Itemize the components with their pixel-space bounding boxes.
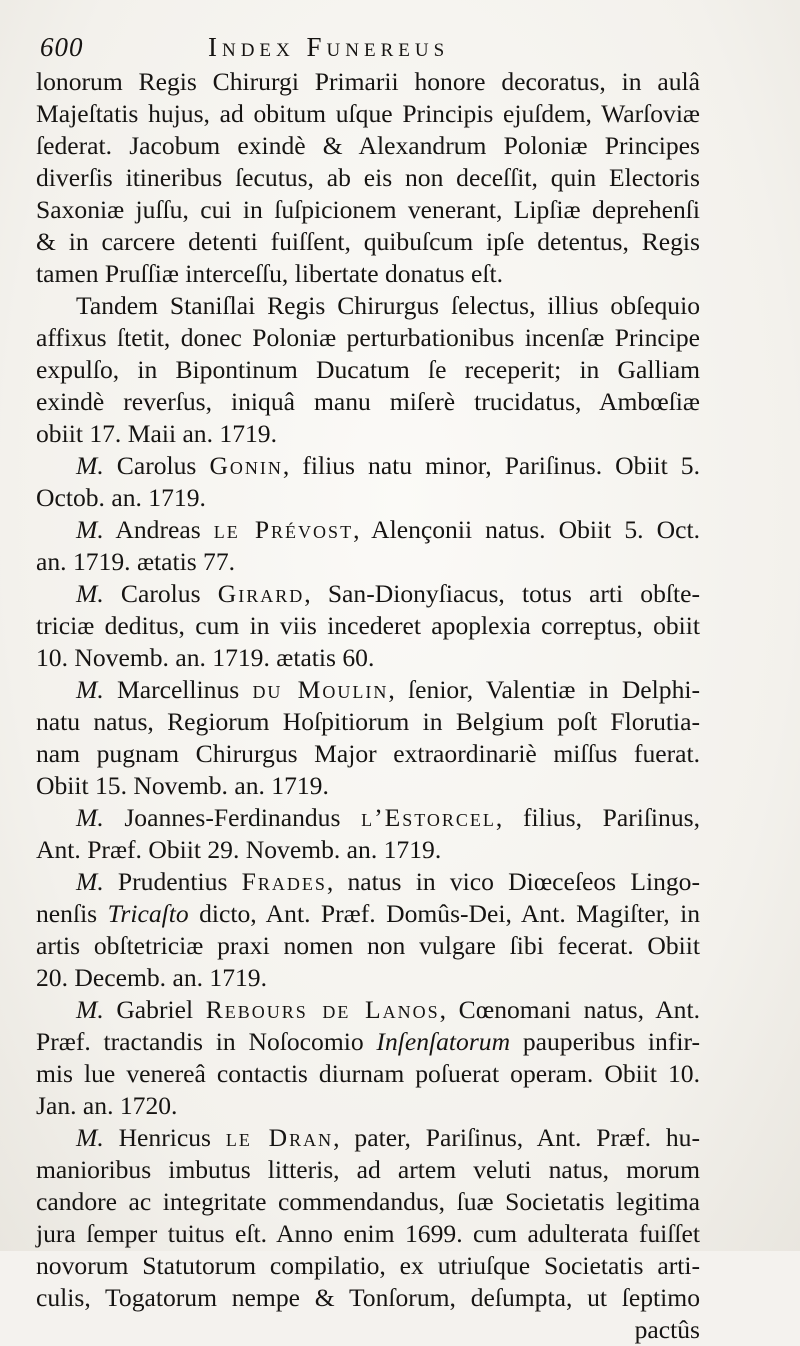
line-11-segment-1: exindè reverſus, iniquâ manu miſerè trucidatus, Ambœſiæ (36, 387, 700, 416)
line-18-segment-1: triciæ deditus, cum in viis incederet apoplexia correptus, obiit (36, 611, 700, 640)
line-13-segment-4: , filius natu minor, Pariſinus. Obiit 5. (282, 451, 700, 480)
line-2 (36, 98, 700, 130)
line-5 (36, 194, 700, 226)
line-24-segment-1: M. (76, 803, 104, 832)
line-4 (36, 162, 700, 194)
line-16-segment-1: an. 1719. ætatis 77. (36, 547, 236, 576)
line-30-segment-1: M. (76, 995, 104, 1024)
line-32 (36, 1058, 700, 1090)
line-31 (36, 1026, 700, 1058)
line-36-segment-1: candore ac integritate commendandus, ſuæ Societatis legitima (36, 1187, 700, 1216)
line-17 (36, 578, 700, 610)
line-6 (36, 226, 700, 258)
line-13-segment-1: M. (76, 451, 104, 480)
line-26-segment-2: Prudentius (103, 867, 242, 896)
line-12 (36, 418, 700, 450)
line-26-segment-1: M. (76, 867, 104, 896)
line-13-segment-2: Carolus (103, 451, 210, 480)
line-31-segment-1: Præf. tractandis in Noſocomio (36, 1027, 377, 1056)
line-3-segment-1: ſederat. Jacobum exindè & Alexandrum Poloniæ Principes (36, 131, 700, 160)
line-17-segment-3: Girard (217, 579, 305, 608)
line-26-segment-3: Frades (241, 867, 327, 896)
line-37 (36, 1218, 700, 1250)
line-29-segment-1: 20. Decemb. an. 1719. (36, 963, 267, 992)
line-40-segment-1: pactûs (634, 1315, 700, 1344)
line-28-segment-1: artis obſtetriciæ praxi nomen non vulgare ſibi fecerat. Obiit (36, 931, 700, 960)
line-1 (36, 66, 700, 98)
line-13 (36, 450, 700, 482)
running-head: Index Funereus (208, 32, 450, 62)
line-9-segment-1: affixus ſtetit, donec Poloniæ perturbationibus incenſæ Principe (36, 323, 700, 352)
line-24-segment-3: l’Estorcel (361, 803, 496, 832)
line-1-segment-1: lonorum Regis Chirurgi Primarii honore decoratus, in aulâ (36, 67, 700, 96)
line-7 (36, 258, 700, 290)
line-26 (36, 866, 700, 898)
line-14 (36, 482, 700, 514)
line-25 (36, 834, 700, 866)
line-16 (36, 546, 700, 578)
line-37-segment-1: jura ſemper tuitus eſt. Anno enim 1699. cum adulterata fuiſſet (36, 1219, 700, 1248)
line-25-segment-1: Ant. Præf. Obiit 29. Novemb. an. 1719. (36, 835, 442, 864)
line-20-segment-3: du Moulin (252, 675, 389, 704)
line-30-segment-3: Rebours de Lanos (205, 995, 440, 1024)
line-20 (36, 674, 700, 706)
line-21-segment-1: natu natus, Regiorum Hoſpitiorum in Belgium poſt Florutia- (36, 707, 700, 736)
line-28 (36, 930, 700, 962)
line-26-segment-4: , natus in vico Diœceſeos Lingo- (326, 867, 700, 896)
line-20-segment-2: Marcellinus (103, 675, 253, 704)
line-39 (36, 1282, 700, 1314)
line-34-segment-1: M. (76, 1123, 104, 1152)
line-10-segment-1: expulſo, in Bipontinum Ducatum ſe receperit; in Galliam (36, 355, 700, 384)
line-15-segment-1: M. (76, 515, 104, 544)
line-9 (36, 322, 700, 354)
line-19 (36, 642, 700, 674)
line-30-segment-2: Gabriel (103, 995, 206, 1024)
line-39-segment-1: culis, Togatorum nempe & Tonſorum, deſumpta, ut ſeptimo (36, 1283, 700, 1312)
line-36 (36, 1186, 700, 1218)
page-number: 600 (40, 32, 84, 62)
line-13-segment-3: Gonin (209, 451, 283, 480)
line-35 (36, 1154, 700, 1186)
line-40 (36, 1314, 700, 1346)
line-12-segment-1: obiit 17. Maii an. 1719. (36, 419, 277, 448)
line-34 (36, 1122, 700, 1154)
line-10 (36, 354, 700, 386)
line-38 (36, 1250, 700, 1282)
line-38-segment-1: novorum Statutorum compilatio, ex utriuſque Societatis arti- (36, 1251, 700, 1280)
line-17-segment-2: Carolus (103, 579, 218, 608)
line-33 (36, 1090, 700, 1122)
line-15-segment-3: le Prévost (213, 515, 354, 544)
line-24 (36, 802, 700, 834)
body-text (36, 66, 700, 1346)
line-15 (36, 514, 700, 546)
line-11 (36, 386, 700, 418)
line-5-segment-1: Saxoniæ juſſu, cui in ſuſpicionem venerant, Lipſiæ deprehenſi (36, 195, 700, 224)
line-30 (36, 994, 700, 1026)
line-31-segment-3: pauperibus infir- (510, 1027, 701, 1056)
line-17-segment-4: , San-Dionyſiacus, totus arti obſte- (304, 579, 700, 608)
line-31-segment-2: Inſenſatorum (376, 1027, 511, 1056)
line-34-segment-4: , pater, Pariſinus, Ant. Præf. hu- (333, 1123, 701, 1152)
line-24-segment-4: , filius, Pariſinus, (495, 803, 700, 832)
line-34-segment-2: Henricus (103, 1123, 226, 1152)
line-20-segment-1: M. (76, 675, 104, 704)
line-17-segment-1: M. (76, 579, 104, 608)
line-8-segment-1: Tandem Staniſlai Regis Chirurgus ſelectus, illius obſequio (76, 291, 700, 320)
line-4-segment-1: diverſis itineribus ſecutus, ab eis non deceſſit, quin Electoris (36, 163, 700, 192)
line-15-segment-4: , Alençonii natus. Obiit 5. Oct. (353, 515, 700, 544)
line-18 (36, 610, 700, 642)
line-7-segment-1: tamen Pruſſiæ interceſſu, libertate donatus eſt. (36, 259, 503, 288)
line-27-segment-1: nenſis (36, 899, 108, 928)
line-24-segment-2: Joannes-Ferdinandus (103, 803, 362, 832)
line-27-segment-3: dicto, Ant. Præf. Domûs-Dei, Ant. Magiſter, in (188, 899, 700, 928)
line-35-segment-1: manioribus imbutus litteris, ad artem veluti natus, morum (36, 1155, 700, 1184)
line-2-segment-1: Majeſtatis hujus, ad obitum uſque Principis ejuſdem, Warſoviæ (36, 99, 700, 128)
line-23 (36, 770, 700, 802)
page-header (40, 30, 760, 68)
line-15-segment-2: Andreas (103, 515, 214, 544)
line-21 (36, 706, 700, 738)
line-8 (36, 290, 700, 322)
line-30-segment-4: , Cœnomani natus, Ant. (439, 995, 700, 1024)
line-6-segment-1: & in carcere detenti fuiſſent, quibuſcum ipſe detentus, Regis (36, 227, 700, 256)
line-14-segment-1: Octob. an. 1719. (36, 483, 206, 512)
line-3 (36, 130, 700, 162)
line-19-segment-1: 10. Novemb. an. 1719. ætatis 60. (36, 643, 375, 672)
line-27 (36, 898, 700, 930)
line-29 (36, 962, 700, 994)
line-20-segment-4: , ſenior, Valentiæ in Delphi- (388, 675, 701, 704)
line-34-segment-3: le Dran (225, 1123, 334, 1152)
line-33-segment-1: Jan. an. 1720. (36, 1091, 178, 1120)
line-22-segment-1: nam pugnam Chirurgus Major extraordinariè miſſus fuerat. (36, 739, 700, 768)
line-32-segment-1: mis lue venereâ contactis diurnam poſuerat operam. Obiit 10. (36, 1059, 700, 1088)
line-27-segment-2: Tricaſto (107, 899, 189, 928)
line-22 (36, 738, 700, 770)
line-23-segment-1: Obiit 15. Novemb. an. 1719. (36, 771, 329, 800)
